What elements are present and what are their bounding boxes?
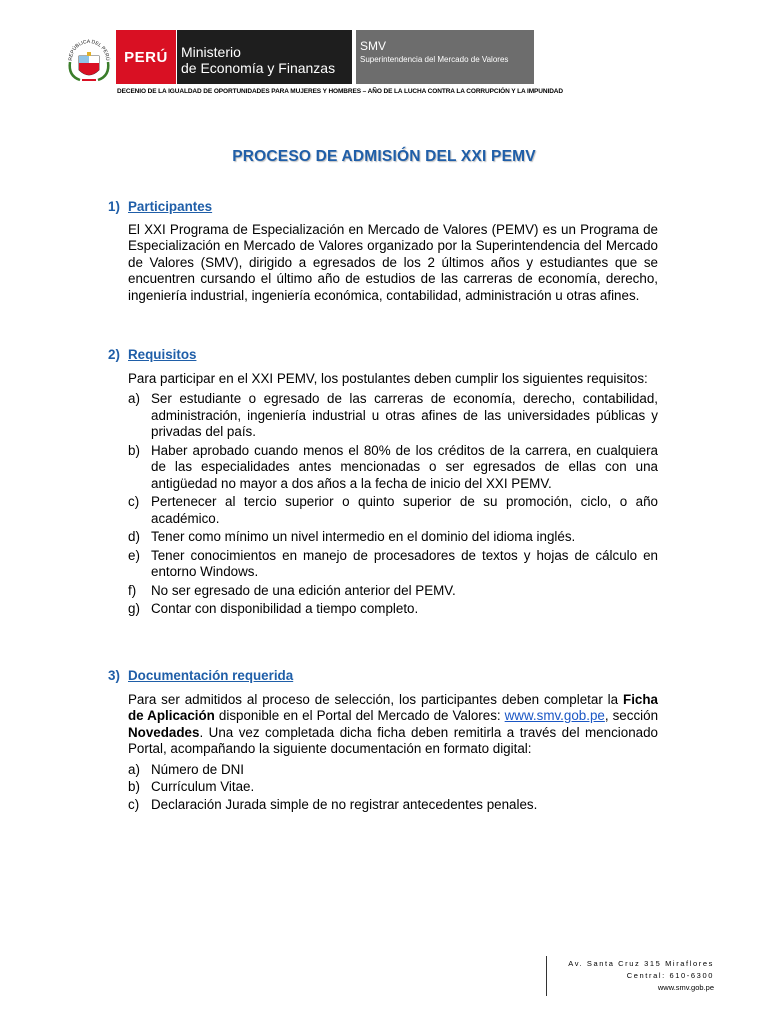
item-label: f): [128, 582, 137, 598]
item-text: Currículum Vitae.: [151, 779, 255, 794]
item-label: a): [128, 391, 140, 406]
list-item: [128, 494, 658, 527]
item-label: b): [128, 779, 140, 794]
section-number: 3): [108, 668, 120, 683]
item-text: Ser estudiante o egresado de las carreras de economía, derecho, contabilidad, administración, ingeniería industrial u otras afines de las universidades públicas y privadas del país.: [151, 391, 658, 439]
paragraph-text: , sección: [604, 708, 659, 723]
item-label: a): [128, 761, 140, 777]
section-title: Documentación requerida: [128, 668, 294, 683]
section-intro: Para participar en el XXI PEMV, los postulantes deben cumplir los siguientes requisitos:: [128, 370, 648, 386]
item-label: b): [128, 442, 140, 458]
paragraph-text: . Una vez completada dicha ficha deben remitirla a través del mencionado Portal, acompañando la siguiente documentación en formato digital:: [128, 724, 658, 756]
item-label: c): [128, 494, 140, 509]
list-item: [128, 548, 658, 581]
document-title: PROCESO DE ADMISIÓN DEL XXI PEMV: [232, 148, 536, 165]
list-item: [128, 391, 658, 441]
ministry-line2: de Economía y Finanzas: [181, 60, 336, 76]
novedades-text: Novedades: [128, 724, 200, 740]
header-logos: [62, 30, 534, 84]
emblem-label: REPÚBLICA DEL PERÚ: [67, 38, 111, 61]
paragraph-text: Para ser admitidos al proceso de selección, los participantes deben completar la: [128, 691, 624, 707]
section-number: 1): [108, 199, 120, 214]
decade-banner: DECENIO DE LA IGUALDAD DE OPORTUNIDADES PARA MUJERES Y HOMBRES – AÑO DE LA LUCHA CONTRA LA CORRUPCIÓN Y LA IMPUNIDAD: [117, 88, 563, 95]
section-heading: [108, 347, 658, 364]
item-text: Tener como mínimo un nivel intermedio en el dominio del idioma inglés.: [151, 529, 576, 544]
item-text: Número de DNI: [151, 761, 245, 777]
section-title: Participantes: [128, 199, 213, 214]
requirements-list: [128, 391, 658, 618]
list-item: [128, 583, 658, 600]
peru-logo: PERÚ: [116, 30, 176, 84]
section-paragraph: El XXI Programa de Especialización en Mercado de Valores (PEMV) es un Programa de Especialización en Mercado de Valores organizado por la Superintendencia del Mercado de Valores (SMV), dirigido a egresados de los 2 últimos años y estudiantes que se encuentren cursando el último año de estudios de las carreras de economía, derecho, ingeniería industrial, ingeniería económica, contabilidad, administración u otras afines.: [128, 221, 658, 303]
item-text: Tener conocimientos en manejo de procesadores de textos y hojas de cálculo en entorno Windows.: [151, 547, 658, 579]
mef-logo: [176, 30, 352, 84]
section-number: 2): [108, 347, 120, 362]
list-item: [128, 797, 658, 814]
section-participantes: [108, 199, 658, 304]
smv-subtitle: Superintendencia del Mercado de Valores: [360, 55, 509, 64]
list-item: [128, 601, 658, 618]
smv-website-link[interactable]: www.smv.gob.pe: [504, 708, 605, 723]
smv-title: SMV: [360, 39, 387, 53]
section-heading: [108, 199, 658, 216]
list-item: [128, 762, 658, 779]
footer-divider: [546, 956, 547, 996]
section-documentacion: [108, 668, 658, 813]
section-paragraph: [128, 692, 658, 758]
item-label: c): [128, 796, 140, 812]
peru-coat-of-arms: [62, 30, 116, 84]
section-title: Requisitos: [128, 347, 197, 362]
footer-contact: [568, 958, 714, 994]
footer-phone: Central: 610-6300: [626, 971, 714, 980]
list-item: [128, 529, 658, 546]
documents-list: [128, 762, 658, 814]
item-text: No ser egresado de una edición anterior del PEMV.: [151, 582, 456, 598]
item-text: Contar con disponibilidad a tiempo completo.: [151, 601, 419, 616]
list-item: [128, 779, 658, 796]
section-requisitos: [108, 347, 658, 618]
section-heading: [108, 668, 658, 685]
item-text: Haber aprobado cuando menos el 80% de los créditos de la carrera, en cualquiera de las especialidades antes mencionadas o ser egresados de ellas con una antigüedad no mayor a dos años a la fecha de inicio del XXI PEMV.: [151, 442, 658, 491]
paragraph-text: disponible en el Portal del Mercado de Valores:: [214, 708, 505, 723]
item-text: Pertenecer al tercio superior o quinto superior de su promoción, ciclo, o año académico.: [151, 494, 658, 526]
footer-website[interactable]: www.smv.gob.pe: [657, 983, 714, 992]
item-label: d): [128, 529, 140, 544]
item-text: Declaración Jurada simple de no registrar antecedentes penales.: [151, 796, 538, 812]
list-item: [128, 443, 658, 493]
ministry-line1: Ministerio: [181, 44, 241, 60]
ficha-aplicacion-text: Ficha de Aplicación: [128, 691, 658, 723]
item-label: e): [128, 547, 140, 563]
item-label: g): [128, 601, 140, 616]
footer-address: Av. Santa Cruz 315 Miraflores: [568, 959, 714, 968]
smv-logo: [356, 30, 534, 84]
